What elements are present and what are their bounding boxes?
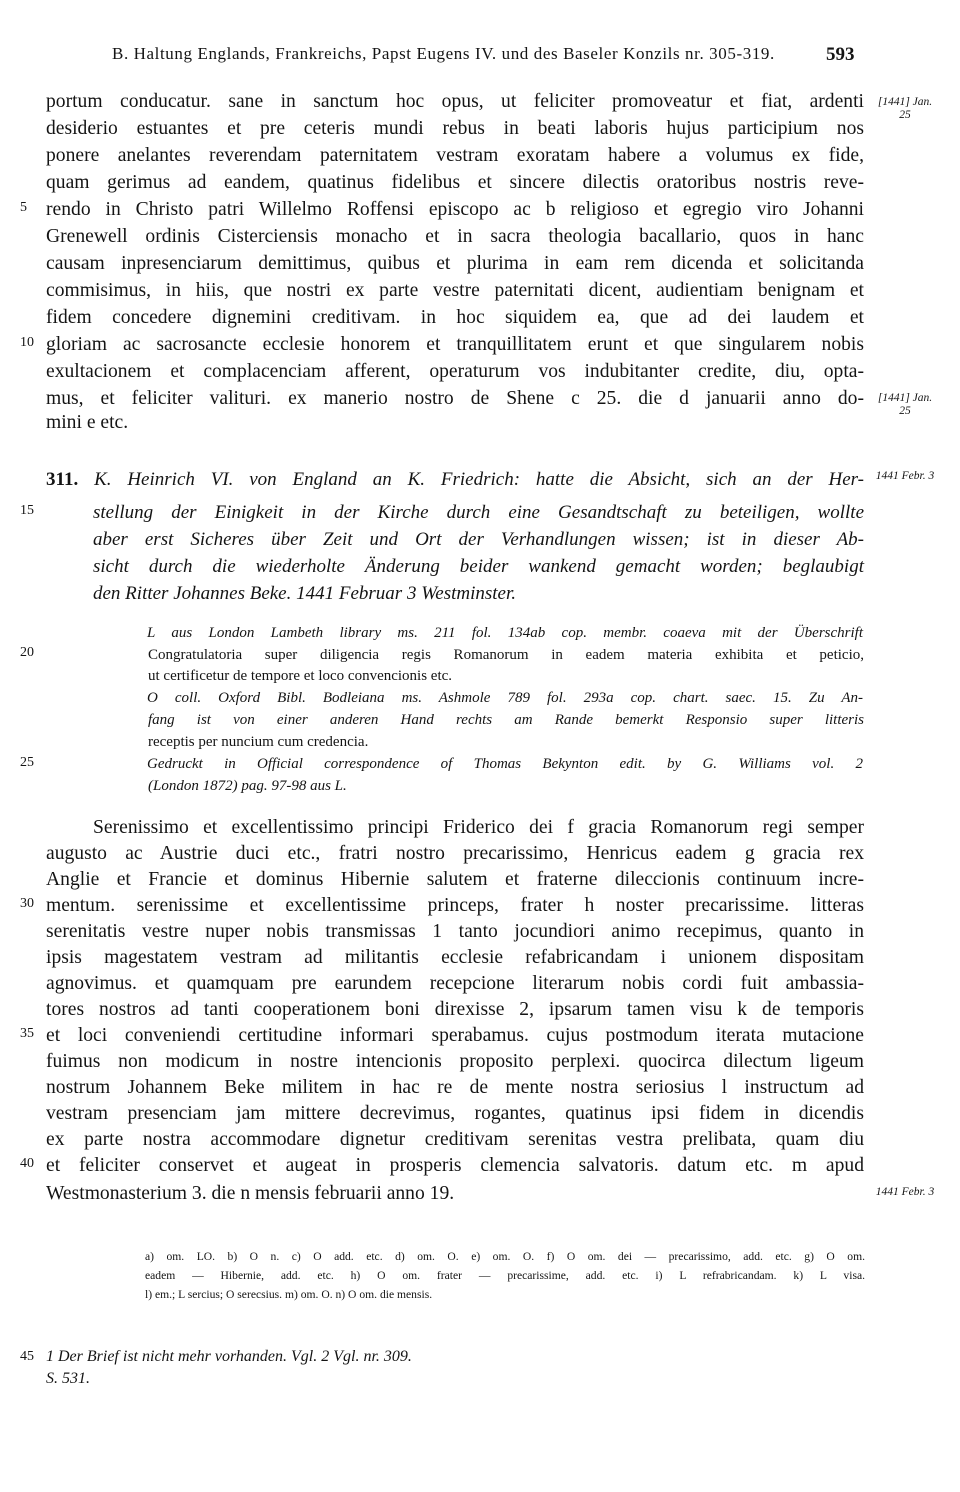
source-line: O coll. Oxford Bibl. Bodleiana ms. Ashmole 789 fol. 293a cop. chart. saec. 15. Zu An- — [147, 690, 863, 706]
line-number: 5 — [20, 200, 27, 215]
letter-line: vestram presenciam jam mittere decrevimus, rogantes, quatinus ipsi fidem in dicendis — [46, 1103, 864, 1124]
letter-line: agnovimus. et quamquam pre earundem recepcione literarum nobis cordi fuit ambassia- — [46, 973, 864, 994]
line-number: 35 — [20, 1026, 34, 1041]
text-line: causam inpresenciarum demittimus, quibus et plurima in eam rem dicenda et solicitanda — [46, 253, 864, 274]
line-number: 20 — [20, 645, 34, 660]
footnote-line: 1 Der Brief ist nicht mehr vorhanden. Vgl. 2 Vgl. nr. 309. — [46, 1348, 412, 1365]
line-number: 15 — [20, 503, 34, 518]
text-line: rendo in Christo patri Willelmo Roffensi episcopo ac b religioso et egregio viro Johanni — [46, 199, 864, 220]
source-line: Congratulatoria super diligencia regis Romanorum in eadem materia exhibita et peticio, — [148, 647, 864, 663]
text-line: commisimus, in hiis, que nostri ex parte vestre paternitati dicent, audientiam benignam et — [46, 280, 864, 301]
source-line: L aus London Lambeth library ms. 211 fol. 134ab cop. membr. coaeva mit der Überschrift — [147, 625, 863, 641]
line-number: 40 — [20, 1156, 34, 1171]
apparatus-line: eadem — Hibernie, add. etc. h) O om. frater — precarissime, add. etc. i) L refrabricandam. k) L visa. — [145, 1269, 865, 1282]
source-line: ut certificetur de tempore et loco convencionis etc. — [148, 668, 453, 684]
letter-line: Serenissimo et excellentissimo principi Friderico dei f gracia Romanorum regi semper — [93, 817, 864, 838]
text-line: exultacionem et complacenciam afferent, operaturum vos indubitanter credite, diu, opta- — [46, 361, 864, 382]
footnote-line: S. 531. — [46, 1370, 90, 1387]
margin-date: [1441] Jan. 25 — [877, 392, 933, 417]
source-line: (London 1872) pag. 97-98 aus L. — [148, 778, 347, 794]
letter-line: Anglie et Francie et dominus Hibernie salutem et fraterne dileccionis continuum incre- — [46, 869, 864, 890]
intro-line: aber erst Sicheres über Zeit und Ort der Verhandlungen wissen; ist in dieser Ab- — [93, 529, 864, 550]
text-line: portum conducatur. sane in sanctum hoc opus, ut feliciter promoveatur et fiat, ardenti — [46, 91, 864, 112]
text-line: gloriam ac sacrosancte ecclesie honorem et tranquillitatem erunt et que singularem nobis — [46, 334, 864, 355]
letter-line: tores nostros ad tanti cooperationem boni direxisse 2, ipsarum tamen visu k de temporis — [46, 999, 864, 1020]
source-line: fang ist von einer anderen Hand rechts am Rande bemerkt Responsio super litteris — [148, 712, 864, 728]
intro-line: sicht durch die wiederholte Änderung beider wankend gemacht worden; beglaubigt — [93, 556, 864, 577]
page-header — [0, 44, 960, 74]
line-number: 30 — [20, 896, 34, 911]
letter-line: et loci conveniendi certitudine informari sperabamus. cujus postmodum iterata mutacione — [46, 1025, 864, 1046]
line-number: 25 — [20, 755, 34, 770]
margin-date: 1441 Febr. 3 — [875, 1186, 935, 1198]
letter-line: serenitatis vestre nuper nobis transmissas 1 tanto jocundiori animo recepimus, quanto in — [46, 921, 864, 942]
line-number: 45 — [20, 1349, 34, 1364]
text-line: mus, et feliciter valituri. ex manerio nostro de Shene c 25. die d januarii anno do- — [46, 388, 864, 409]
text-line: fidem concedere dignemini creditivam. in hoc siquidem ea, que ad dei laudem et — [46, 307, 864, 328]
text-line: desiderio estuantes et pre ceteris mundi rebus in beati laboris hujus participium nos — [46, 118, 864, 139]
text-line: mini e etc. — [46, 412, 129, 433]
letter-line: et feliciter conservet et augeat in prosperis clemencia salvatoris. datum etc. m apud — [46, 1155, 864, 1176]
letter-line: nostrum Johannem Beke militem in hac re de mente nostra seriosius l instructum ad — [46, 1077, 864, 1098]
intro-line-text: K. Heinrich VI. von England an K. Friedrich: hatte die Absicht, sich an der Her- — [94, 469, 865, 490]
intro-line — [46, 467, 864, 493]
intro-line: den Ritter Johannes Beke. 1441 Februar 3 Westminster. — [93, 583, 517, 604]
document-number: 311. — [46, 469, 79, 490]
letter-line: Westmonasterium 3. die n mensis februarii anno 19. — [46, 1183, 455, 1204]
page-number: 593 — [826, 44, 855, 65]
text-line: quam gerimus ad eandem, quatinus fidelibus et sincere dilectis oratoribus nostris reve- — [46, 172, 864, 193]
letter-line: augusto ac Austrie duci etc., fratri nostro precarissimo, Henricus eadem g gracia rex — [46, 843, 864, 864]
running-head: B. Haltung Englands, Frankreichs, Papst Eugens IV. und des Baseler Konzils nr. 305-319. — [112, 44, 775, 63]
intro-line: stellung der Einigkeit in der Kirche durch eine Gesandtschaft zu beteiligen, wollte — [93, 502, 864, 523]
source-line: receptis per nuncium cum credencia. — [148, 734, 369, 750]
letter-line: ipsis magestatem vestram ad militantis ecclesie refabricandam i unionem dispositam — [46, 947, 864, 968]
letter-line: fuimus non modicum in nostre intencionis proposito perplexi. quocirca dilectum ligeum — [46, 1051, 864, 1072]
letter-line: ex parte nostra accommodare dignetur creditivam serenitas vestra prelibata, quam diu — [46, 1129, 864, 1150]
margin-date: [1441] Jan. 25 — [877, 96, 933, 121]
source-line: Gedruckt in Official correspondence of Thomas Bekynton edit. by G. Williams vol. 2 — [147, 756, 863, 772]
margin-date: 1441 Febr. 3 — [875, 470, 935, 482]
apparatus-line: a) om. LO. b) O n. c) O add. etc. d) om. O. e) om. O. f) O om. dei — precarissimo, add. etc. g) O om. — [145, 1250, 865, 1263]
line-number: 10 — [20, 335, 34, 350]
text-line: Grenewell ordinis Cisterciensis monacho et in sacra theologia bacallario, quos in hanc — [46, 226, 864, 247]
text-line: ponere anelantes reverendam paternitatem vestram exoratam habere a volumus ex fide, — [46, 145, 864, 166]
letter-line: mentum. serenissime et excellentissime princeps, frater h noster precarissime. litteras — [46, 895, 864, 916]
apparatus-line: l) em.; L sercius; O serecsius. m) om. O. n) O om. die mensis. — [145, 1288, 433, 1301]
